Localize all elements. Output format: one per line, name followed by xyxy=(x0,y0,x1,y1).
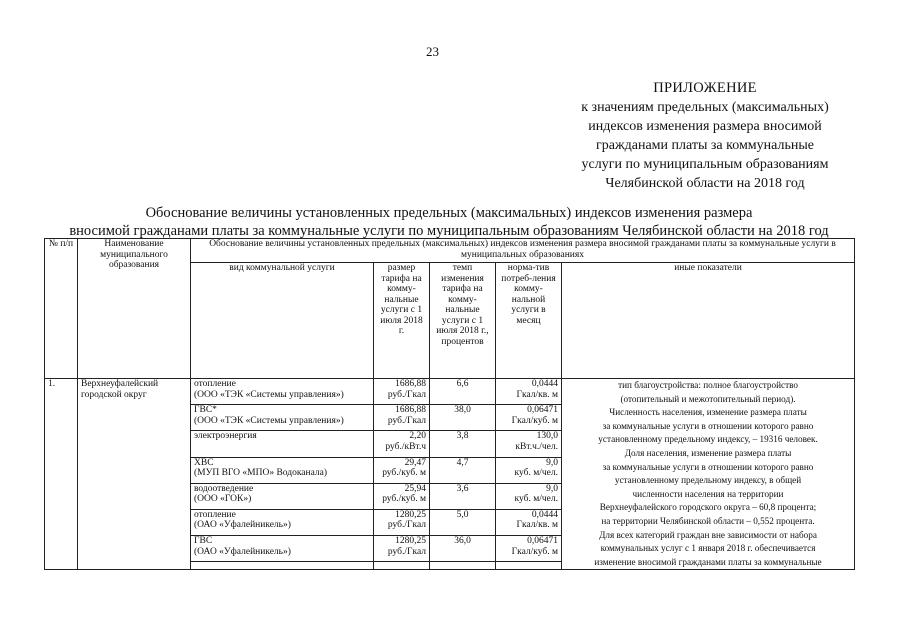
service-cell xyxy=(191,509,374,535)
norm-unit: кВт.ч./чел. xyxy=(515,441,558,452)
other-line: Доля населения, изменение размера платы xyxy=(624,447,792,458)
tariff-value: 25,94 xyxy=(404,483,426,494)
header-number: № п/п xyxy=(45,239,78,379)
service-provider: (ОАО «Уфалейникель») xyxy=(194,546,291,557)
header-municipality: Наименование муниципального образования xyxy=(78,239,191,379)
norm-unit: куб. м/чел. xyxy=(514,468,558,479)
norm-value: 130,0 xyxy=(536,431,558,442)
norm-value: 0,0444 xyxy=(531,509,558,520)
appendix-line: услуги по муниципальным образованиям xyxy=(581,157,829,172)
appendix-line: индексов изменения размера вносимой xyxy=(588,119,822,134)
heading-line: Обоснование величины установленных предельных (максимальных) индексов изменения размера xyxy=(145,205,753,221)
rate-cell: 5,0 xyxy=(430,509,496,535)
appendix-line: к значениям предельных (максимальных) xyxy=(581,100,829,115)
header-tariff: размер тарифа на комму-нальные услуги с 1 июля 2018 г. xyxy=(374,263,430,379)
empty-cell xyxy=(430,562,496,570)
norm-value: 0,0444 xyxy=(531,379,558,389)
header-rate: темп изменения тарифа на комму-нальные услуги с 1 июля 2018 г., процентов xyxy=(430,263,496,379)
empty-cell xyxy=(374,562,430,570)
tariff-cell xyxy=(374,379,430,405)
tariff-unit: руб./кВт.ч xyxy=(385,441,426,452)
service-name: ГВС xyxy=(194,536,213,547)
service-provider: (МУП ВГО «МПО» Водоканала) xyxy=(194,468,328,479)
tariff-value: 1686,88 xyxy=(395,379,426,389)
norm-unit: Гкал/куб. м xyxy=(511,546,558,557)
service-name: отопление xyxy=(194,509,236,520)
service-cell xyxy=(191,431,374,457)
table-row xyxy=(45,379,855,405)
norm-cell xyxy=(496,431,562,457)
service-cell xyxy=(191,483,374,509)
document-heading xyxy=(44,204,854,240)
tariff-value: 2,20 xyxy=(409,431,426,442)
norm-cell xyxy=(496,483,562,509)
tariff-cell xyxy=(374,536,430,562)
empty-cell xyxy=(496,562,562,570)
service-name: отопление xyxy=(194,379,236,389)
header-group: Обоснование величины установленных предельных (максимальных) индексов изменения размера вносимой гражданами платы за коммунальные услуги в муниципальных образованиях xyxy=(191,239,855,263)
appendix-line: гражданами платы за коммунальные xyxy=(596,138,814,153)
tariff-unit: руб./Гкал xyxy=(387,546,426,557)
other-line: за коммунальные услуги в отношении которого равно xyxy=(602,461,814,472)
justification-table xyxy=(44,238,855,570)
tariff-cell xyxy=(374,431,430,457)
other-line: численности населения на территории xyxy=(632,488,784,499)
tariff-cell xyxy=(374,405,430,431)
tariff-cell xyxy=(374,483,430,509)
tariff-unit: руб./Гкал xyxy=(387,415,426,426)
norm-value: 9,0 xyxy=(546,483,558,494)
heading-line: вносимой гражданами платы за коммунальные услуги по муниципальным образованиям Челябинской области на 2018 год xyxy=(69,223,829,239)
other-line: на территории Челябинской области – 0,552 процента. xyxy=(601,515,815,526)
service-cell xyxy=(191,379,374,405)
row-number: 1. xyxy=(45,379,78,570)
norm-value: 9,0 xyxy=(546,457,558,468)
tariff-cell xyxy=(374,509,430,535)
appendix-title: ПРИЛОЖЕНИЕ xyxy=(653,80,757,96)
norm-value: 0,06471 xyxy=(527,405,558,416)
service-name: электроэнергия xyxy=(194,431,257,442)
municipality-name-line: Верхнеуфалейский xyxy=(81,379,159,389)
other-line: (отопительный и межотопительный период). xyxy=(620,393,796,404)
page-number: 23 xyxy=(426,44,439,59)
service-provider: (ООО «ГОК») xyxy=(194,494,252,505)
rate-cell: 36,0 xyxy=(430,536,496,562)
tariff-cell xyxy=(374,457,430,483)
tariff-unit: руб./Гкал xyxy=(387,389,426,400)
norm-cell xyxy=(496,379,562,405)
appendix-line: Челябинской области на 2018 год xyxy=(605,176,805,191)
rate-cell: 3,6 xyxy=(430,483,496,509)
rate-cell: 4,7 xyxy=(430,457,496,483)
other-line: Для всех категорий граждан вне зависимости от набора xyxy=(599,529,817,540)
tariff-unit: руб./куб. м xyxy=(382,494,426,505)
service-name: водоотведение xyxy=(194,483,254,494)
rate-cell: 6,6 xyxy=(430,379,496,405)
header-other: иные показатели xyxy=(562,263,855,379)
norm-cell xyxy=(496,536,562,562)
municipality-name xyxy=(78,379,191,570)
rate-cell: 3,8 xyxy=(430,431,496,457)
other-line: Верхнеуфалейского городского округа – 60,8 процента; xyxy=(599,502,817,513)
other-line: Численность населения, изменение размера платы xyxy=(609,407,807,418)
service-provider: (ООО «ТЭК «Системы управления») xyxy=(194,415,344,426)
header-service-type: вид коммунальной услуги xyxy=(191,263,374,379)
header-norm: норма-тив потреб-ления комму-нальной услуги в месяц xyxy=(496,263,562,379)
other-line: установленному предельному индексу, – 19316 человек. xyxy=(598,434,818,445)
tariff-value: 1280,25 xyxy=(395,536,426,547)
municipality-name-line: городской округ xyxy=(81,389,147,400)
tariff-unit: руб./Гкал xyxy=(387,520,426,531)
service-cell xyxy=(191,536,374,562)
other-line: за коммунальные услуги в отношении которого равно xyxy=(602,420,814,431)
tariff-value: 1686,88 xyxy=(395,405,426,416)
service-name: ГВС* xyxy=(194,405,217,416)
other-indicators xyxy=(562,379,855,570)
service-cell xyxy=(191,457,374,483)
other-line: изменение вносимой гражданами платы за коммунальные xyxy=(594,556,822,567)
service-cell xyxy=(191,405,374,431)
service-provider: (ООО «ТЭК «Системы управления») xyxy=(194,389,344,400)
other-line: коммунальных услуг с 1 января 2018 г. обеспечивается xyxy=(600,543,816,554)
appendix-block xyxy=(560,79,850,193)
norm-unit: Гкал/куб. м xyxy=(511,415,558,426)
service-provider: (ОАО «Уфалейникель») xyxy=(194,520,291,531)
norm-cell xyxy=(496,509,562,535)
norm-value: 0,06471 xyxy=(527,536,558,547)
norm-unit: куб. м/чел. xyxy=(514,494,558,505)
other-line: тип благоустройства: полное благоустройство xyxy=(618,380,798,390)
rate-cell: 38,0 xyxy=(430,405,496,431)
tariff-value: 1280,25 xyxy=(395,509,426,520)
norm-cell xyxy=(496,457,562,483)
other-line: установленному предельному индексу, в общей xyxy=(614,475,802,486)
norm-unit: Гкал/кв. м xyxy=(516,520,558,531)
norm-unit: Гкал/кв. м xyxy=(516,389,558,400)
norm-cell xyxy=(496,405,562,431)
tariff-unit: руб./куб. м xyxy=(382,468,426,479)
empty-cell xyxy=(191,562,374,570)
service-name: ХВС xyxy=(194,457,214,468)
tariff-value: 29,47 xyxy=(404,457,426,468)
